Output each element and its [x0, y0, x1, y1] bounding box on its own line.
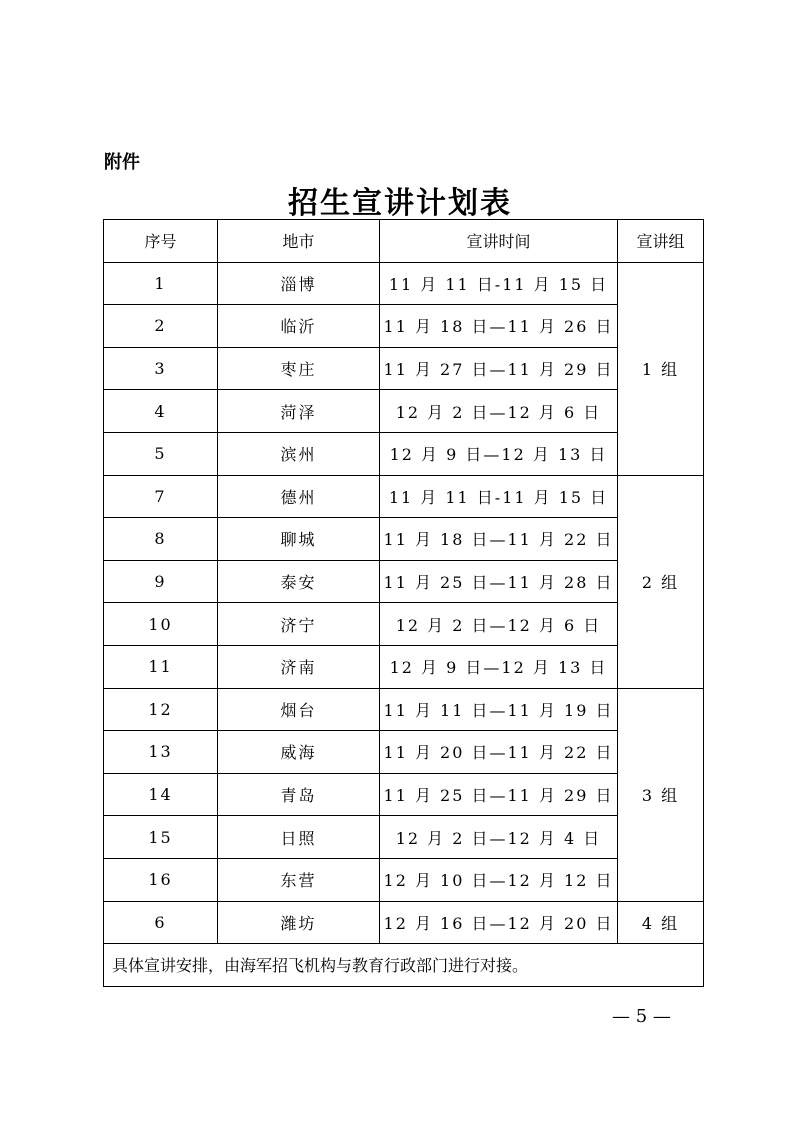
cell-city: 枣庄: [218, 347, 380, 390]
cell-serial: 10: [104, 603, 218, 646]
header-city: 地市: [218, 220, 380, 263]
table-row: [104, 603, 704, 646]
header-serial: 序号: [104, 220, 218, 263]
table-row: [104, 816, 704, 859]
cell-city: 烟台: [218, 688, 380, 731]
cell-serial: 8: [104, 518, 218, 561]
schedule-table: [103, 219, 704, 987]
cell-time: 12 月 9 日—12 月 13 日: [380, 432, 618, 475]
table-row: [104, 518, 704, 561]
table-row: [104, 560, 704, 603]
cell-city: 临沂: [218, 305, 380, 348]
cell-time: 12 月 9 日—12 月 13 日: [380, 645, 618, 688]
cell-time: 11 月 11 日—11 月 19 日: [380, 688, 618, 731]
cell-city: 青岛: [218, 773, 380, 816]
cell-city: 济南: [218, 645, 380, 688]
cell-city: 德州: [218, 475, 380, 518]
table-row: [104, 347, 704, 390]
cell-group: 1 组: [618, 262, 704, 475]
cell-time: 12 月 16 日—12 月 20 日: [380, 901, 618, 944]
cell-group: 3 组: [618, 688, 704, 901]
cell-serial: 13: [104, 731, 218, 774]
cell-group: 4 组: [618, 901, 704, 944]
table-note-row: [104, 944, 704, 987]
cell-city: 东营: [218, 858, 380, 901]
table-row: [104, 858, 704, 901]
cell-city: 威海: [218, 731, 380, 774]
cell-serial: 3: [104, 347, 218, 390]
cell-serial: 12: [104, 688, 218, 731]
attachment-label: 附件: [104, 152, 140, 173]
table-row: [104, 432, 704, 475]
table-header-row: [104, 220, 704, 263]
cell-city: 日照: [218, 816, 380, 859]
table-row: [104, 305, 704, 348]
cell-time: 11 月 27 日—11 月 29 日: [380, 347, 618, 390]
table-row: [104, 901, 704, 944]
table-row: [104, 475, 704, 518]
cell-serial: 14: [104, 773, 218, 816]
cell-group: 2 组: [618, 475, 704, 688]
cell-serial: 16: [104, 858, 218, 901]
table-note: 具体宣讲安排，由海军招飞机构与教育行政部门进行对接。: [104, 944, 704, 987]
table-row: [104, 731, 704, 774]
cell-time: 11 月 18 日—11 月 26 日: [380, 305, 618, 348]
table-row: [104, 390, 704, 433]
table-row: [104, 773, 704, 816]
cell-serial: 6: [104, 901, 218, 944]
cell-serial: 1: [104, 262, 218, 305]
cell-city: 泰安: [218, 560, 380, 603]
cell-serial: 15: [104, 816, 218, 859]
cell-city: 聊城: [218, 518, 380, 561]
cell-time: 12 月 2 日—12 月 4 日: [380, 816, 618, 859]
cell-city: 滨州: [218, 432, 380, 475]
cell-city: 菏泽: [218, 390, 380, 433]
cell-serial: 4: [104, 390, 218, 433]
cell-time: 12 月 2 日—12 月 6 日: [380, 603, 618, 646]
cell-city: 济宁: [218, 603, 380, 646]
cell-time: 11 月 25 日—11 月 29 日: [380, 773, 618, 816]
table-row: [104, 645, 704, 688]
cell-time: 11 月 20 日—11 月 22 日: [380, 731, 618, 774]
cell-time: 11 月 11 日-11 月 15 日: [380, 262, 618, 305]
header-group: 宣讲组: [618, 220, 704, 263]
cell-serial: 11: [104, 645, 218, 688]
cell-serial: 7: [104, 475, 218, 518]
cell-city: 淄博: [218, 262, 380, 305]
table-row: [104, 688, 704, 731]
cell-serial: 2: [104, 305, 218, 348]
cell-time: 11 月 11 日-11 月 15 日: [380, 475, 618, 518]
cell-city: 潍坊: [218, 901, 380, 944]
header-time: 宣讲时间: [380, 220, 618, 263]
page-title: 招生宣讲计划表: [288, 186, 512, 221]
cell-serial: 5: [104, 432, 218, 475]
page-number: — 5 —: [612, 1006, 671, 1027]
cell-time: 11 月 25 日—11 月 28 日: [380, 560, 618, 603]
table-row: [104, 262, 704, 305]
cell-time: 12 月 2 日—12 月 6 日: [380, 390, 618, 433]
cell-time: 12 月 10 日—12 月 12 日: [380, 858, 618, 901]
cell-time: 11 月 18 日—11 月 22 日: [380, 518, 618, 561]
cell-serial: 9: [104, 560, 218, 603]
